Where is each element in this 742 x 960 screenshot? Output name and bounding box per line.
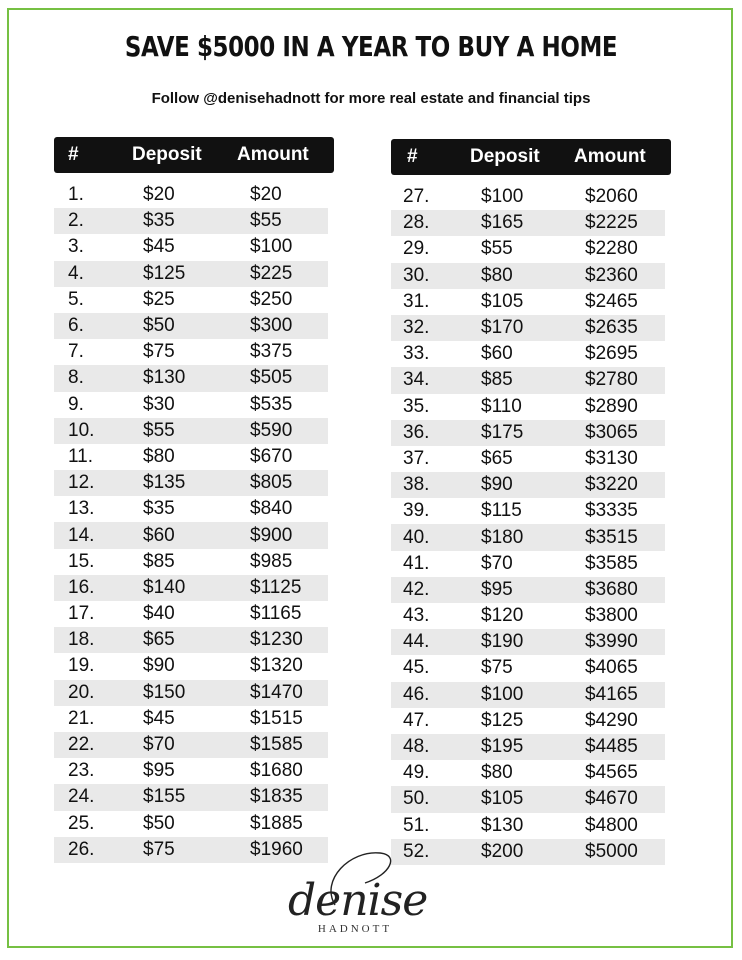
row-amount: $1680 xyxy=(250,760,303,782)
row-deposit: $80 xyxy=(481,264,513,286)
table-row xyxy=(54,680,328,706)
row-amount: $4165 xyxy=(585,683,638,705)
row-number: 37. xyxy=(403,447,430,469)
table-row xyxy=(391,813,665,839)
row-amount: $3800 xyxy=(585,605,638,627)
row-number: 41. xyxy=(403,552,430,574)
row-amount: $5000 xyxy=(585,840,638,862)
row-number: 18. xyxy=(68,629,95,651)
table-row xyxy=(391,236,665,262)
row-amount: $3585 xyxy=(585,552,638,574)
header-deposit: Deposit xyxy=(470,146,540,167)
header-amount: Amount xyxy=(237,144,309,165)
header-number: # xyxy=(68,144,79,165)
row-deposit: $70 xyxy=(143,734,175,756)
table-row xyxy=(54,627,328,653)
row-amount: $985 xyxy=(250,550,293,572)
row-amount: $1585 xyxy=(250,734,303,756)
row-deposit: $175 xyxy=(481,421,524,443)
row-deposit: $90 xyxy=(143,655,175,677)
table-row xyxy=(54,418,328,444)
table-row xyxy=(54,575,328,601)
row-number: 9. xyxy=(68,393,84,415)
table-row xyxy=(54,496,328,522)
table-row xyxy=(391,629,665,655)
row-deposit: $130 xyxy=(143,367,186,389)
row-deposit: $100 xyxy=(481,683,524,705)
row-amount: $1835 xyxy=(250,786,303,808)
row-deposit: $75 xyxy=(143,341,175,363)
row-deposit: $60 xyxy=(481,343,513,365)
row-deposit: $30 xyxy=(143,393,175,415)
row-amount: $4800 xyxy=(585,814,638,836)
row-number: 16. xyxy=(68,576,95,598)
table-row xyxy=(391,498,665,524)
row-deposit: $105 xyxy=(481,788,524,810)
row-amount: $250 xyxy=(250,288,293,310)
row-number: 46. xyxy=(403,683,430,705)
row-deposit: $95 xyxy=(143,760,175,782)
row-amount: $900 xyxy=(250,524,293,546)
row-deposit: $70 xyxy=(481,552,513,574)
row-number: 31. xyxy=(403,290,430,312)
row-deposit: $195 xyxy=(481,736,524,758)
row-deposit: $130 xyxy=(481,814,524,836)
row-deposit: $125 xyxy=(143,262,186,284)
row-number: 30. xyxy=(403,264,430,286)
row-amount: $1320 xyxy=(250,655,303,677)
page-subtitle: Follow @denisehadnott for more real estate and financial tips xyxy=(151,90,591,107)
table-row xyxy=(54,365,328,391)
row-deposit: $100 xyxy=(481,186,524,208)
table-body xyxy=(391,184,671,865)
row-number: 44. xyxy=(403,631,430,653)
header-number: # xyxy=(407,146,418,167)
savings-table-left xyxy=(54,137,334,863)
table-row xyxy=(391,367,665,393)
row-deposit: $85 xyxy=(143,550,175,572)
table-row xyxy=(391,682,665,708)
row-amount: $225 xyxy=(250,262,293,284)
table-header xyxy=(391,139,671,175)
row-number: 38. xyxy=(403,474,430,496)
table-row xyxy=(54,811,328,837)
row-number: 27. xyxy=(403,186,430,208)
row-amount: $375 xyxy=(250,341,293,363)
row-number: 45. xyxy=(403,657,430,679)
row-deposit: $35 xyxy=(143,498,175,520)
row-amount: $3335 xyxy=(585,500,638,522)
row-deposit: $75 xyxy=(481,657,513,679)
row-amount: $4565 xyxy=(585,762,638,784)
row-number: 50. xyxy=(403,788,430,810)
row-amount: $4065 xyxy=(585,657,638,679)
row-amount: $4485 xyxy=(585,736,638,758)
table-row xyxy=(391,577,665,603)
row-deposit: $80 xyxy=(143,445,175,467)
table-row xyxy=(54,470,328,496)
row-amount: $1165 xyxy=(250,603,302,625)
row-number: 2. xyxy=(68,210,84,232)
row-deposit: $35 xyxy=(143,210,175,232)
row-amount: $1885 xyxy=(250,812,303,834)
row-number: 51. xyxy=(403,814,430,836)
row-number: 5. xyxy=(68,288,84,310)
table-header xyxy=(54,137,334,173)
table-row xyxy=(54,444,328,470)
row-amount: $2780 xyxy=(585,369,638,391)
savings-table-right xyxy=(391,139,671,865)
logo-script-text: denise xyxy=(288,875,428,926)
row-amount: $3130 xyxy=(585,447,638,469)
row-number: 25. xyxy=(68,812,95,834)
row-number: 11. xyxy=(68,445,94,467)
row-amount: $1515 xyxy=(250,707,303,729)
table-row xyxy=(391,708,665,734)
row-deposit: $155 xyxy=(143,786,186,808)
header-amount: Amount xyxy=(574,146,646,167)
row-amount: $4290 xyxy=(585,709,638,731)
table-row xyxy=(391,472,665,498)
row-deposit: $105 xyxy=(481,290,524,312)
row-number: 19. xyxy=(68,655,95,677)
table-row xyxy=(54,522,328,548)
page-title: SAVE $5000 IN A YEAR TO BUY A HOME xyxy=(124,30,618,63)
row-number: 43. xyxy=(403,605,430,627)
table-row xyxy=(54,732,328,758)
row-number: 39. xyxy=(403,500,430,522)
row-deposit: $150 xyxy=(143,681,186,703)
row-amount: $300 xyxy=(250,315,293,337)
row-deposit: $50 xyxy=(143,315,175,337)
row-number: 49. xyxy=(403,762,430,784)
table-row xyxy=(391,446,665,472)
row-amount: $805 xyxy=(250,472,293,494)
row-number: 35. xyxy=(403,395,430,417)
row-number: 17. xyxy=(68,603,95,625)
table-body xyxy=(54,182,334,863)
row-number: 36. xyxy=(403,421,430,443)
row-number: 40. xyxy=(403,526,430,548)
row-deposit: $120 xyxy=(481,605,524,627)
row-number: 7. xyxy=(68,341,84,363)
table-row xyxy=(54,784,328,810)
row-deposit: $95 xyxy=(481,578,513,600)
row-deposit: $110 xyxy=(481,395,522,417)
row-amount: $2360 xyxy=(585,264,638,286)
row-number: 3. xyxy=(68,236,84,258)
row-deposit: $45 xyxy=(143,707,175,729)
table-row xyxy=(54,758,328,784)
row-number: 1. xyxy=(68,184,84,206)
header-deposit: Deposit xyxy=(132,144,202,165)
row-deposit: $135 xyxy=(143,472,186,494)
table-row xyxy=(391,341,665,367)
row-deposit: $190 xyxy=(481,631,524,653)
row-amount: $505 xyxy=(250,367,293,389)
row-deposit: $170 xyxy=(481,317,524,339)
row-deposit: $55 xyxy=(143,419,175,441)
table-row xyxy=(54,234,328,260)
row-amount: $590 xyxy=(250,419,293,441)
row-amount: $20 xyxy=(250,184,282,206)
row-number: 13. xyxy=(68,498,95,520)
row-amount: $2060 xyxy=(585,186,638,208)
table-row xyxy=(391,734,665,760)
table-row xyxy=(391,394,665,420)
row-number: 6. xyxy=(68,315,84,337)
row-deposit: $75 xyxy=(143,838,175,860)
table-row xyxy=(54,392,328,418)
row-amount: $3220 xyxy=(585,474,638,496)
row-amount: $2635 xyxy=(585,317,638,339)
row-amount: $3680 xyxy=(585,578,638,600)
row-amount: $2890 xyxy=(585,395,638,417)
table-row xyxy=(54,706,328,732)
row-number: 12. xyxy=(68,472,95,494)
row-deposit: $20 xyxy=(143,184,175,206)
row-amount: $55 xyxy=(250,210,282,232)
row-number: 29. xyxy=(403,238,430,260)
row-number: 22. xyxy=(68,734,95,756)
row-amount: $2465 xyxy=(585,290,638,312)
row-deposit: $125 xyxy=(481,709,524,731)
row-number: 42. xyxy=(403,578,430,600)
table-row xyxy=(54,549,328,575)
table-row xyxy=(391,655,665,681)
row-amount: $2225 xyxy=(585,212,638,234)
row-deposit: $200 xyxy=(481,840,524,862)
table-row xyxy=(391,210,665,236)
row-amount: $4670 xyxy=(585,788,638,810)
row-deposit: $65 xyxy=(143,629,175,651)
table-row xyxy=(54,313,328,339)
table-row xyxy=(391,263,665,289)
row-deposit: $140 xyxy=(143,576,186,598)
row-number: 10. xyxy=(68,419,95,441)
row-deposit: $55 xyxy=(481,238,513,260)
table-row xyxy=(391,839,665,865)
table-row xyxy=(54,208,328,234)
row-number: 15. xyxy=(68,550,95,572)
row-amount: $2695 xyxy=(585,343,638,365)
table-row xyxy=(54,653,328,679)
row-number: 34. xyxy=(403,369,430,391)
row-deposit: $85 xyxy=(481,369,513,391)
row-amount: $3515 xyxy=(585,526,638,548)
row-deposit: $45 xyxy=(143,236,175,258)
table-row xyxy=(54,261,328,287)
table-row xyxy=(391,184,665,210)
table-row xyxy=(391,760,665,786)
table-row xyxy=(54,287,328,313)
table-row xyxy=(54,601,328,627)
table-row xyxy=(54,182,328,208)
table-row xyxy=(391,524,665,550)
row-number: 21. xyxy=(68,707,95,729)
table-row xyxy=(391,420,665,446)
row-number: 52. xyxy=(403,840,430,862)
table-row xyxy=(391,786,665,812)
row-deposit: $60 xyxy=(143,524,175,546)
row-deposit: $80 xyxy=(481,762,513,784)
row-number: 8. xyxy=(68,367,84,389)
row-number: 23. xyxy=(68,760,95,782)
row-deposit: $50 xyxy=(143,812,175,834)
row-amount: $1470 xyxy=(250,681,303,703)
row-amount: $840 xyxy=(250,498,293,520)
row-amount: $2280 xyxy=(585,238,638,260)
logo-subtext: HADNOTT xyxy=(317,923,393,935)
row-deposit: $180 xyxy=(481,526,524,548)
row-number: 20. xyxy=(68,681,95,703)
row-deposit: $25 xyxy=(143,288,175,310)
row-number: 4. xyxy=(68,262,84,284)
row-amount: $3990 xyxy=(585,631,638,653)
row-deposit: $165 xyxy=(481,212,524,234)
row-amount: $100 xyxy=(250,236,293,258)
table-row xyxy=(54,339,328,365)
row-deposit: $115 xyxy=(481,500,522,522)
row-amount: $535 xyxy=(250,393,293,415)
row-amount: $3065 xyxy=(585,421,638,443)
row-deposit: $40 xyxy=(143,603,175,625)
row-amount: $1960 xyxy=(250,838,303,860)
table-row xyxy=(391,603,665,629)
row-number: 26. xyxy=(68,838,95,860)
denise-hadnott-logo xyxy=(280,845,430,940)
table-row xyxy=(391,289,665,315)
row-amount: $1230 xyxy=(250,629,303,651)
row-number: 14. xyxy=(68,524,95,546)
row-amount: $1125 xyxy=(250,576,302,598)
row-number: 48. xyxy=(403,736,430,758)
table-row xyxy=(391,551,665,577)
table-row xyxy=(391,315,665,341)
row-number: 33. xyxy=(403,343,430,365)
row-number: 47. xyxy=(403,709,430,731)
row-number: 24. xyxy=(68,786,95,808)
row-number: 28. xyxy=(403,212,430,234)
row-deposit: $90 xyxy=(481,474,513,496)
row-number: 32. xyxy=(403,317,430,339)
row-amount: $670 xyxy=(250,445,293,467)
row-deposit: $65 xyxy=(481,447,513,469)
